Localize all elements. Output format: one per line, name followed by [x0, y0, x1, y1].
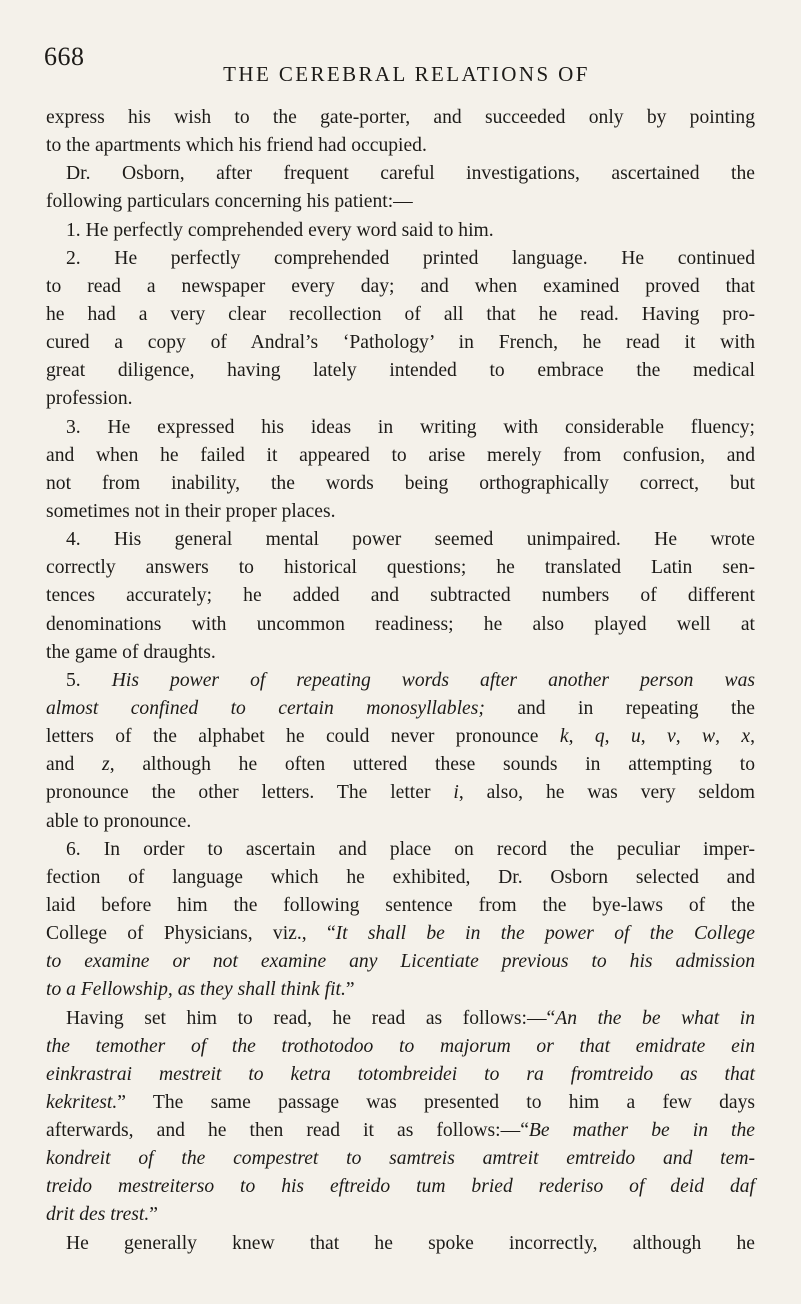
text-run: 3. He expressed his ideas in writing with considerable fluency; [66, 416, 755, 438]
text-run: ” The same passage was presented to him a few days [117, 1091, 755, 1113]
text-run: sometimes not in their proper places. [46, 500, 336, 522]
text-line [46, 1117, 755, 1145]
text-line [46, 385, 755, 413]
text-line [46, 1145, 755, 1173]
text-run: laid before him the following sentence from the bye-laws of the [46, 894, 755, 916]
italic-text: w [702, 726, 716, 748]
text-line [46, 864, 755, 892]
body-text [46, 104, 755, 1258]
page-header [44, 42, 749, 86]
text-line [46, 245, 755, 273]
italic-text: kondreit of the compestret to samtreis amtreit emtreido and tem- [46, 1148, 755, 1170]
italic-text: k [559, 726, 569, 748]
running-title: THE CEREBRAL RELATIONS OF [223, 62, 590, 86]
italic-text: kekritest. [46, 1091, 118, 1113]
text-run: following particulars concerning his patient:— [46, 191, 413, 213]
text-run: profession. [46, 388, 133, 410]
text-run: cured a copy of Andral’s ‘Pathology’ in French, he read it with [46, 332, 755, 354]
text-line [46, 723, 755, 751]
text-run: letters of the alphabet he could never pronounce [46, 726, 560, 748]
text-line [46, 554, 755, 582]
text-run: not from inability, the words being orthographically correct, but [46, 472, 755, 494]
text-run: correctly answers to historical questions; he translated Latin sen- [46, 557, 755, 579]
text-line [46, 470, 755, 498]
text-line [46, 160, 755, 188]
text-line [46, 414, 755, 442]
text-line [46, 836, 755, 864]
text-line [46, 1201, 755, 1229]
italic-text: u [630, 726, 641, 748]
italic-text: z [102, 754, 110, 776]
text-line [46, 442, 755, 470]
text-line [46, 779, 755, 807]
italic-text: the temother of the trothotodoo to majorum or that emidrate ein [46, 1035, 755, 1057]
italic-text: q [594, 726, 605, 748]
text-run: able to pronounce. [46, 810, 192, 832]
text-line [46, 976, 755, 1004]
text-line [46, 1061, 755, 1089]
text-line [46, 1173, 755, 1201]
italic-text: His power of repeating words after another person was [111, 669, 755, 691]
text-line [46, 104, 755, 132]
text-run: College of Physicians, viz., “ [46, 923, 336, 945]
text-line [46, 217, 755, 245]
text-run: , [604, 726, 631, 748]
text-run: fection of language which he exhibited, Dr. Osborn selected and [46, 866, 755, 888]
text-run: to read a newspaper every day; and when examined proved that [46, 275, 755, 297]
italic-text: einkrastrai mestreit to ketra totombreidei to ra fromtreido as that [46, 1063, 755, 1085]
text-run: denominations with uncommon readiness; he also played well at [46, 613, 755, 635]
italic-text: i [453, 782, 459, 804]
text-run: ” [345, 979, 355, 1001]
text-run: the game of draughts. [46, 641, 216, 663]
text-line [46, 667, 755, 695]
text-run: express his wish to the gate-porter, and succeeded only by pointing [46, 107, 755, 128]
text-line [46, 1033, 755, 1061]
text-line [46, 1005, 755, 1033]
text-run: , although he often uttered these sounds in attempting to [109, 754, 755, 776]
text-run: and [46, 754, 103, 776]
text-line [46, 1230, 755, 1258]
text-line [46, 273, 755, 301]
text-run: pronounce the other letters. The letter [46, 782, 454, 804]
italic-text: It shall be in the power of the College [335, 923, 755, 945]
text-run: Dr. Osborn, after frequent careful investigations, ascertained the [66, 163, 755, 185]
text-line [46, 639, 755, 667]
text-line [46, 948, 755, 976]
text-line [46, 132, 755, 160]
text-run: afterwards, and he then read it as follows:—“ [46, 1120, 529, 1142]
text-run: and in repeating the [484, 697, 755, 719]
text-run: , [715, 726, 742, 748]
text-run: 4. His general mental power seemed unimpaired. He wrote [66, 529, 755, 551]
text-run: and when he failed it appeared to arise merely from confusion, and [46, 444, 755, 466]
text-run: great diligence, having lately intended to embrace the medical [46, 360, 755, 382]
text-run: 6. In order to ascertain and place on record the peculiar imper- [66, 838, 755, 860]
text-run: ” [149, 1204, 158, 1226]
text-run: He generally knew that he spoke incorrectly, although he [66, 1232, 755, 1254]
italic-text: x [741, 726, 751, 748]
text-line [46, 751, 755, 779]
text-line [46, 526, 755, 554]
italic-text: to examine or not examine any Licentiate previous to his admission [46, 951, 755, 973]
text-line [46, 1089, 755, 1117]
text-line [46, 611, 755, 639]
text-run: , [675, 726, 703, 748]
text-line [46, 498, 755, 526]
text-line [46, 188, 755, 216]
text-run: 5. [66, 669, 112, 691]
text-line [46, 582, 755, 610]
text-line [46, 892, 755, 920]
italic-text: drit des trest. [46, 1204, 150, 1226]
text-line [46, 808, 755, 836]
text-run: he had a very clear recollection of all that he read. Having pro- [46, 303, 755, 325]
italic-text: almost confined to certain monosyllables; [46, 697, 485, 719]
text-run: Having set him to read, he read as follows:—“ [66, 1007, 556, 1029]
italic-text: v [667, 726, 676, 748]
italic-text: An the be what in [555, 1007, 756, 1029]
text-run: , [640, 726, 668, 748]
text-run: , [568, 726, 595, 748]
text-line [46, 920, 755, 948]
text-run: , [750, 726, 756, 748]
text-run: , also, he was very seldom [458, 782, 755, 804]
text-run: 1. He perfectly comprehended every word said to him. [66, 219, 494, 241]
text-line [46, 329, 755, 357]
italic-text: treido mestreiterso to his eftreido tum bried rederiso of deid daf [46, 1176, 755, 1198]
text-run: 2. He perfectly comprehended printed language. He continued [66, 247, 755, 269]
text-run: tences accurately; he added and subtracted numbers of different [46, 585, 755, 607]
page-number: 668 [44, 42, 85, 71]
text-run: to the apartments which his friend had occupied. [46, 135, 427, 157]
text-line [46, 695, 755, 723]
italic-text: to a Fellowship, as they shall think fit. [46, 979, 346, 1001]
text-line [46, 301, 755, 329]
text-line [46, 357, 755, 385]
italic-text: Be mather be in the [528, 1120, 755, 1142]
